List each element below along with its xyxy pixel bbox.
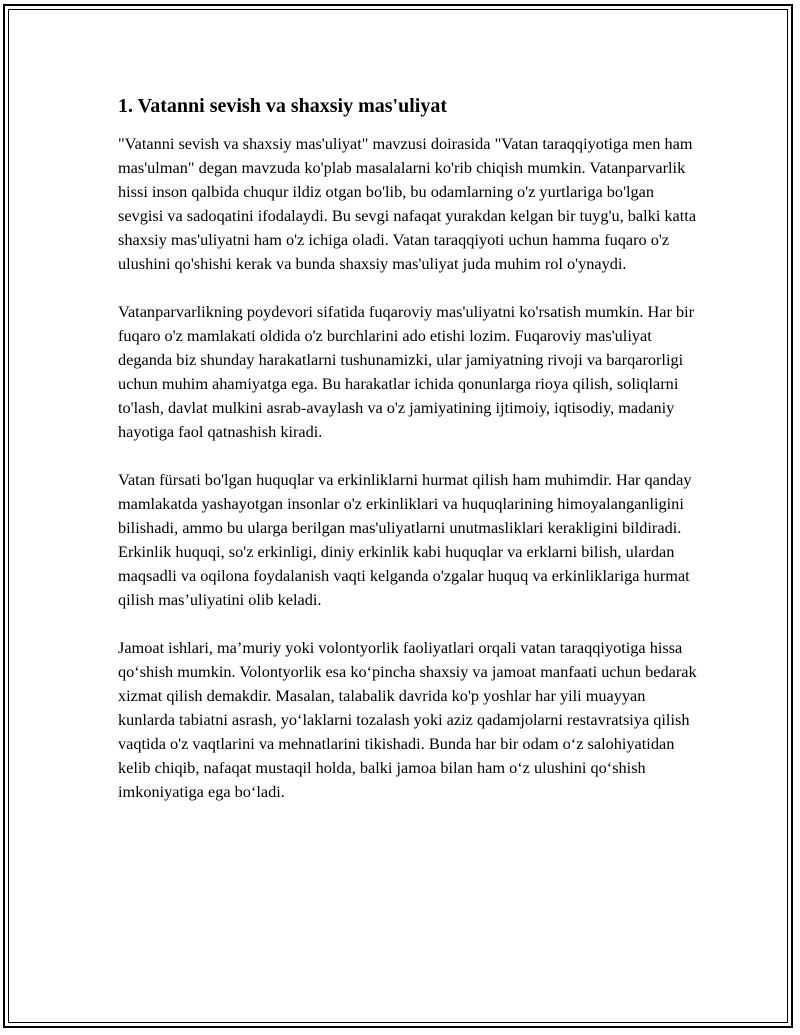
section-heading: 1. Vatanni sevish va shaxsiy mas'uliyat bbox=[118, 95, 447, 117]
paragraph-1: "Vatanni sevish va shaxsiy mas'uliyat" mavzusi doirasida "Vatan taraqqiyotiga men ham mas'ulman" degan mavzuda ko'plab masalalarni ko'rib chiqish mumkin. Vatanparvarlik hissi inson qalbida chuqur ildiz otgan bo'lib, bu odamlarning o'z yurtlariga bo'lgan sevgisi va sadoqatini ifodalaydi. Bu sevgi nafaqat yurakdan kelgan bir tuyg'u, balki katta shaxsiy mas'uliyatni ham o'z ichiga oladi. Vatan taraqqiyoti uchun hamma fuqaro o'z ulushini qo'shishi kerak va bunda shaxsiy mas'uliyat juda muhim rol o'ynaydi. bbox=[118, 134, 697, 273]
paragraph-4: Jamoat ishlari, ma’muriy yoki volontyorlik faoliyatlari orqali vatan taraqqiyotiga hissa qo‘shish mumkin. Volontyorlik esa ko‘pincha shaxsiy va jamoat manfaati uchun bedarak xizmat qilish demakdir. Masalan, talabalik davrida ko'p yoshlar har yili muayyan kunlarda tabiatni asrash, yo‘laklarni tozalash yoki aziz qadamjolarni restavratsiya qilish vaqtida o'z vaqtlarini va mehnatlarini tikishadi. Bunda har bir odam o‘z salohiyatidan kelib chiqib, nafaqat mustaqil holda, balki jamoa bilan ham o‘z ulushini qo‘shish imkoniyatiga ega bo‘ladi. bbox=[118, 638, 697, 801]
paragraph-3: Vatan fürsati bo'lgan huquqlar va erkinliklarni hurmat qilish ham muhimdir. Har qanday mamlakatda yashayotgan insonlar o'z erkinliklari va huquqlarining himoyalanganligini bilishadi, ammo bu ularga berilgan mas'uliyatlarni unutmasliklari kerakligini bildiradi. Erkinlik huquqi, so'z erkinligi, diniy erkinlik kabi huquqlar va erklarni bilish, ulardan maqsadli va oqilona foydalanish vaqti kelganda o'zgalar huquq va erkinliklariga hurmat qilish mas’uliyatini olib keladi. bbox=[118, 470, 692, 609]
paragraph-2: Vatanparvarlikning poydevori sifatida fuqaroviy mas'uliyatni ko'rsatish mumkin. Har bir fuqaro o'z mamlakati oldida o'z burchlarini ado etishi lozim. Fuqaroviy mas'uliyat deganda biz shunday harakatlarni tushunamizki, ular jamiyatning rivoji va barqarorligi uchun muhim ahamiyatga ega. Bu harakatlar ichida qonunlarga rioya qilish, soliqlarni to'lash, davlat mulkini asrab-avaylash va o'z jamiyatining ijtimoiy, iqtisodiy, madaniy hayotiga faol qatnashish kiradi. bbox=[118, 302, 695, 441]
document-body bbox=[118, 93, 698, 828]
